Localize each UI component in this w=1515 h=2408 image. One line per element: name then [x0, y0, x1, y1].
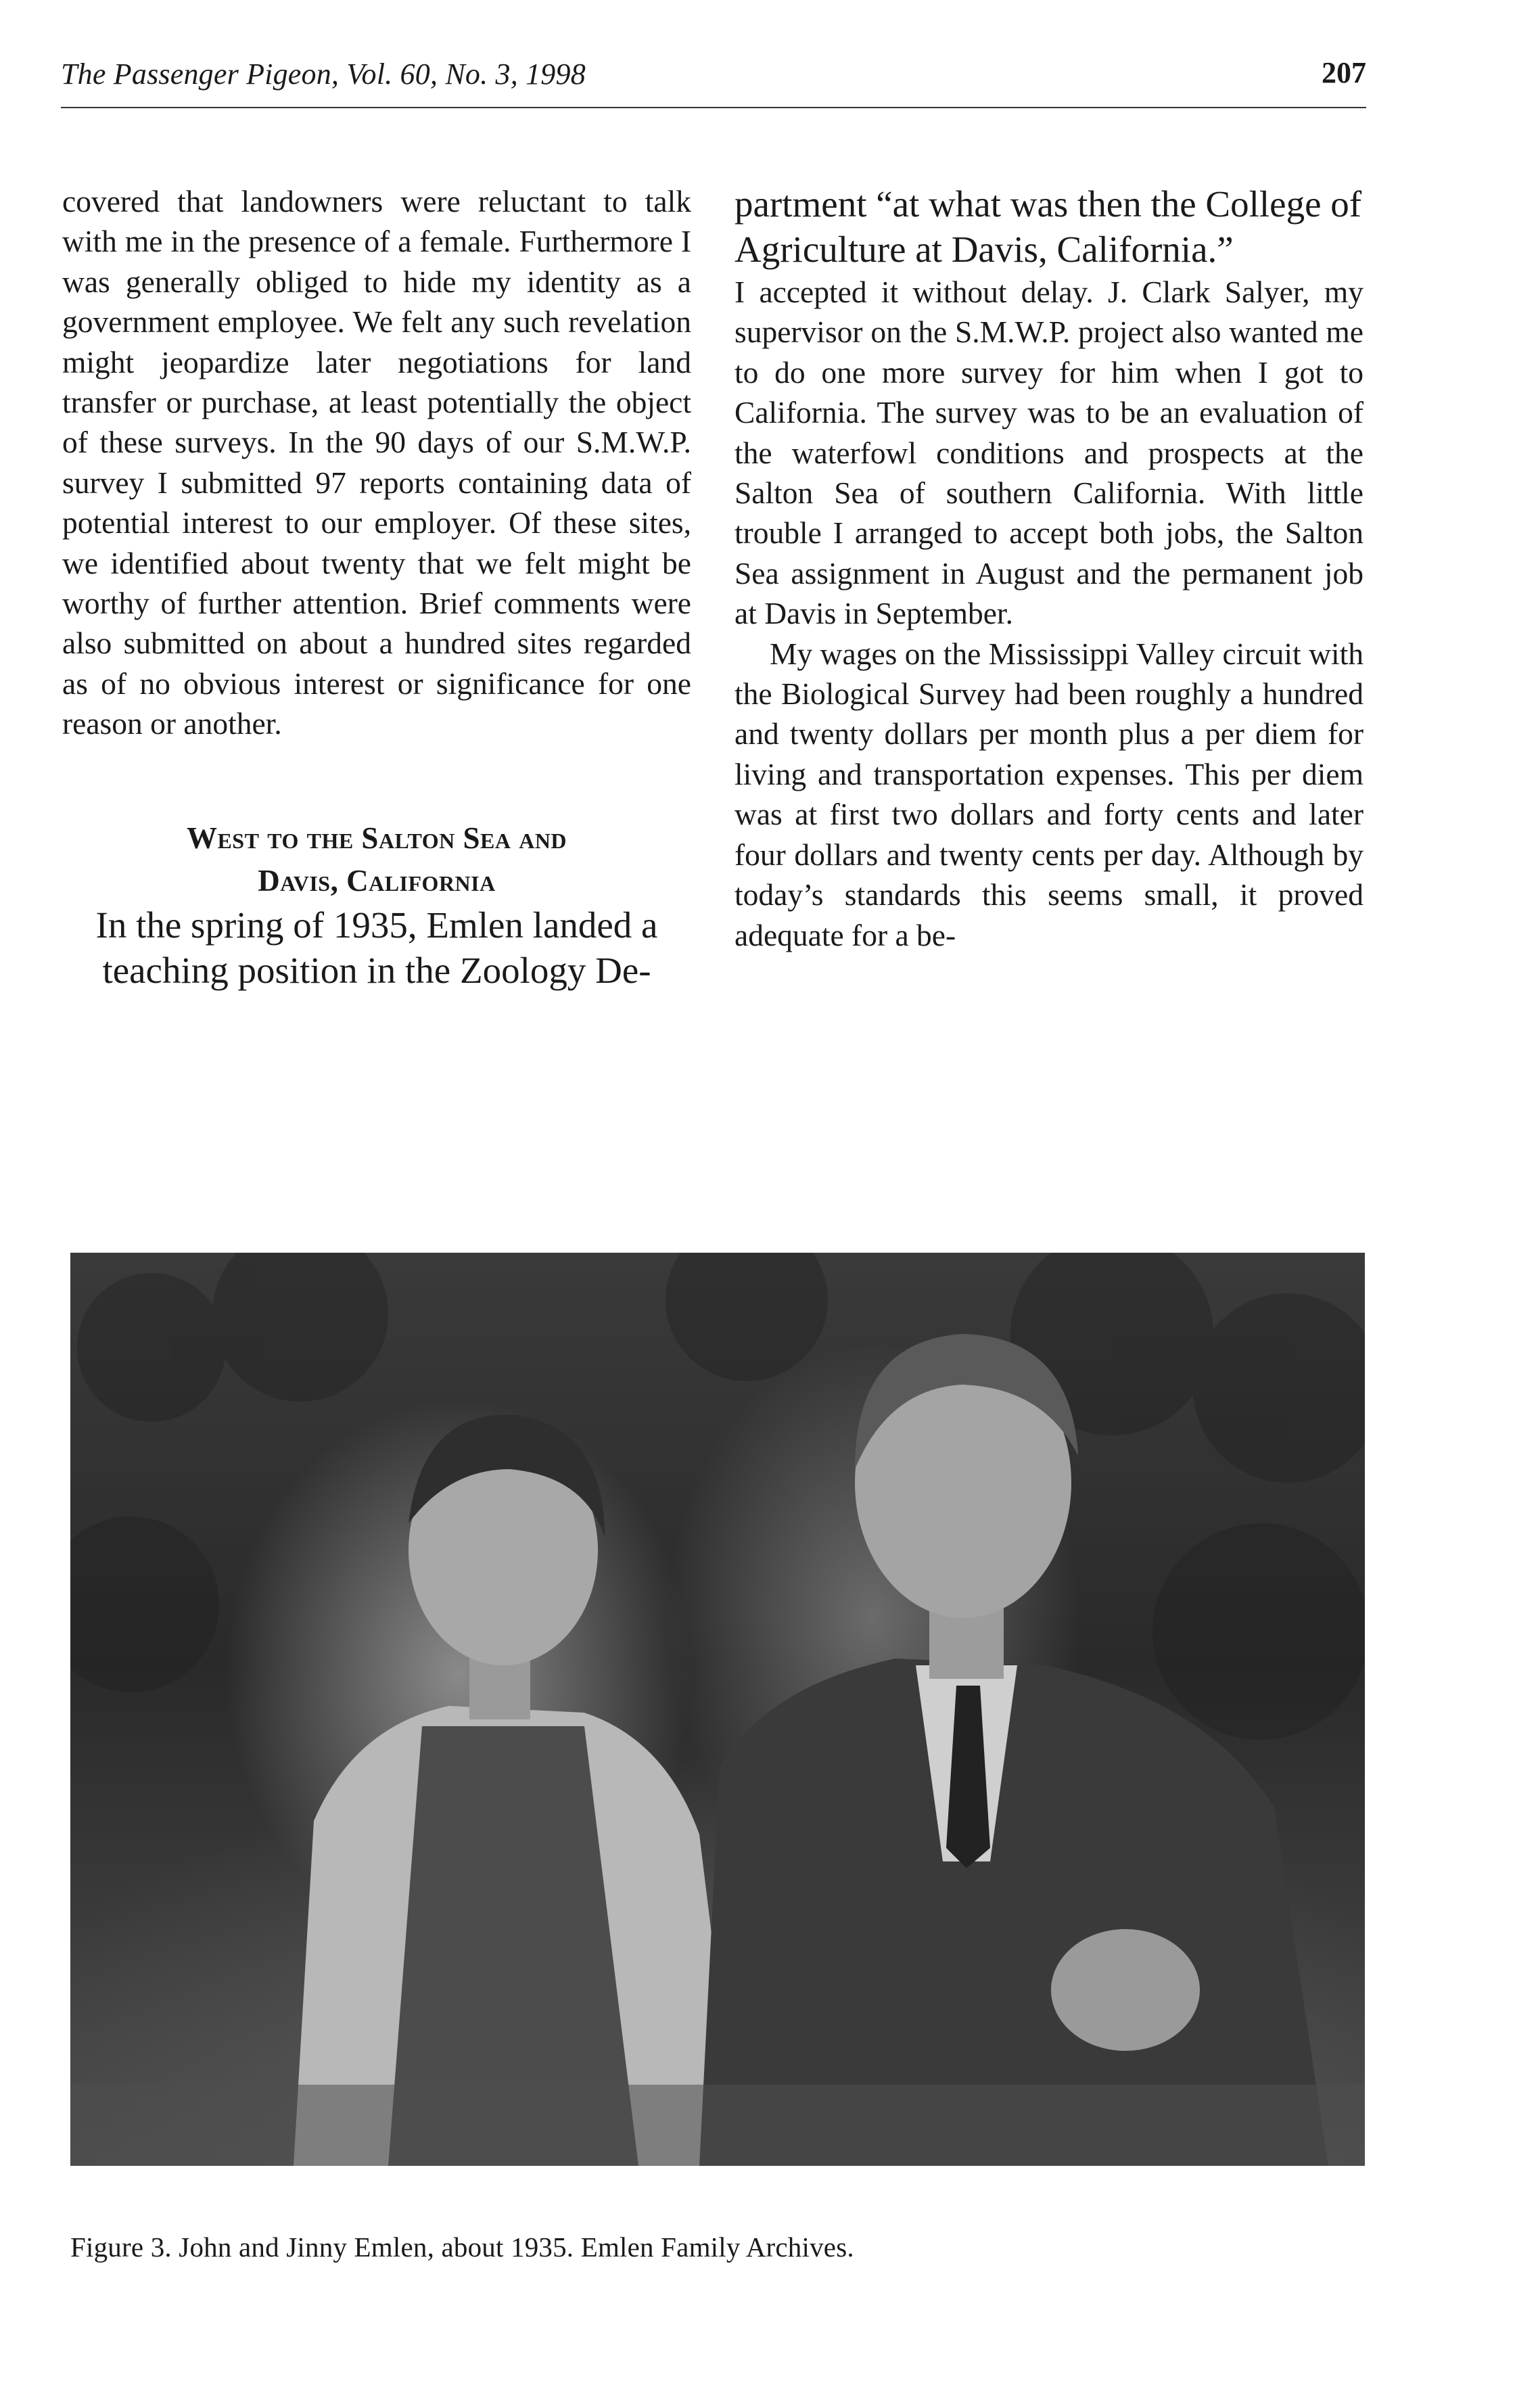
figure-caption: Figure 3. John and Jinny Emlen, about 1935. Emlen Family Archives. [70, 2231, 854, 2263]
left-column [62, 181, 691, 993]
section-lead-continuation: partment “at what was then the College of Agriculture at Davis, California.” [735, 183, 1362, 270]
photo-illustration [70, 1253, 1365, 2166]
body-paragraph: I accepted it without delay. J. Clark Salyer, my supervisor on the S.M.W.P. project also wanted me to do one more survey for him when I got to California. The survey was to be an evaluation of the waterfowl conditions and prospects at the Salton Sea of southern California. With little trouble I arranged to accept both jobs, the Salton Sea assignment in August and the permanent job at Davis in September. [735, 275, 1364, 631]
section-heading [62, 817, 691, 902]
section-heading-line: West to the Salton Sea and [186, 820, 567, 855]
section-lead-text: In the spring of 1935, Emlen landed a teaching position in the Zoology De- [95, 904, 658, 991]
right-column [735, 181, 1364, 955]
running-header [61, 53, 1366, 108]
journal-title: The Passenger Pigeon, Vol. 60, No. 3, 1998 [61, 57, 586, 91]
body-paragraph: My wages on the Mississippi Valley circuit with the Biological Survey had been roughly a hundred and twenty dollars per month plus a per diem for living and transportation expenses. This per diem was at first two dollars and forty cents and later four dollars and twenty cents per day. Although by today’s standards this seems small, it proved adequate for a be- [735, 636, 1364, 952]
body-paragraph: covered that landowners were reluctant to talk with me in the presence of a female. Furthermore I was generally obliged to hide my identity as a government employee. We felt any such revelation might jeopardize later negotiations for land transfer or purchase, at least potentially the object of these surveys. In the 90 days of our S.M.W.P. survey I submitted 97 reports containing data of potential interest to our employer. Of these sites, we identified about twenty that we felt might be worthy of further attention. Brief comments were also submitted on about a hundred sites regarded as of no obvious interest or significance for one reason or another. [62, 184, 691, 741]
page-number: 207 [1322, 56, 1366, 89]
figure-photograph [70, 1253, 1365, 2166]
section-heading-line: Davis, California [258, 863, 496, 898]
